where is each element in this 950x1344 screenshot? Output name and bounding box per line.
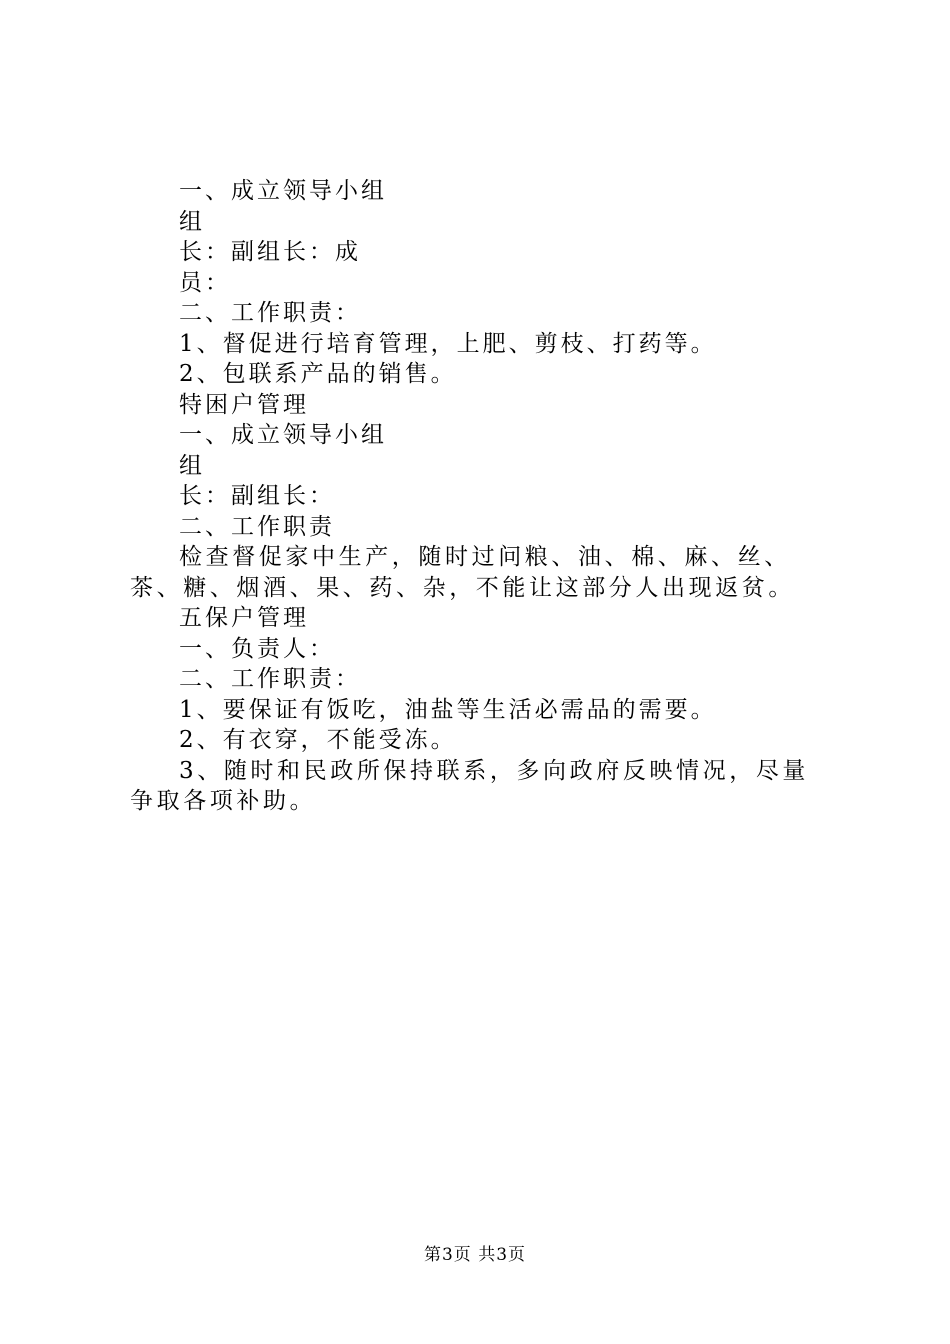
text-line: 长：副组长： [179, 483, 335, 509]
text-line: 组 [179, 208, 205, 235]
text-line: 员： [179, 269, 231, 296]
text-line: 二、工作职责 [179, 513, 335, 540]
document-body [130, 176, 835, 817]
text-line: 2、有衣穿，不能受冻。 [179, 727, 457, 753]
text-line: 一、成立领导小组 [179, 422, 387, 448]
text-line: 1、要保证有饭吃，油盐等生活必需品的需要。 [179, 696, 717, 723]
text-line: 一、负责人： [179, 635, 335, 662]
text-line: 2、包联系产品的销售。 [179, 361, 457, 387]
text-line: 长：副组长：成 [179, 239, 361, 265]
paragraph: 3、随时和民政所保持联系，多向政府反映情况，尽量争取各项补助。 [130, 757, 810, 814]
text-line: 一、成立领导小组 [179, 178, 387, 204]
text-line: 组 [179, 452, 205, 479]
text-line: 二、工作职责： [179, 300, 361, 326]
section-heading: 五保户管理 [179, 605, 309, 631]
text-line: 1、督促进行培育管理，上肥、剪枝、打药等。 [179, 330, 717, 357]
section-heading: 特困户管理 [179, 391, 309, 418]
text-line: 二、工作职责： [179, 666, 361, 692]
page-number-footer: 第3页 共3页 [423, 1245, 527, 1265]
paragraph: 检查督促家中生产，随时过问粮、油、棉、麻、丝、茶、糖、烟酒、果、药、杂，不能让这部分人出现返贫。 [130, 544, 795, 601]
